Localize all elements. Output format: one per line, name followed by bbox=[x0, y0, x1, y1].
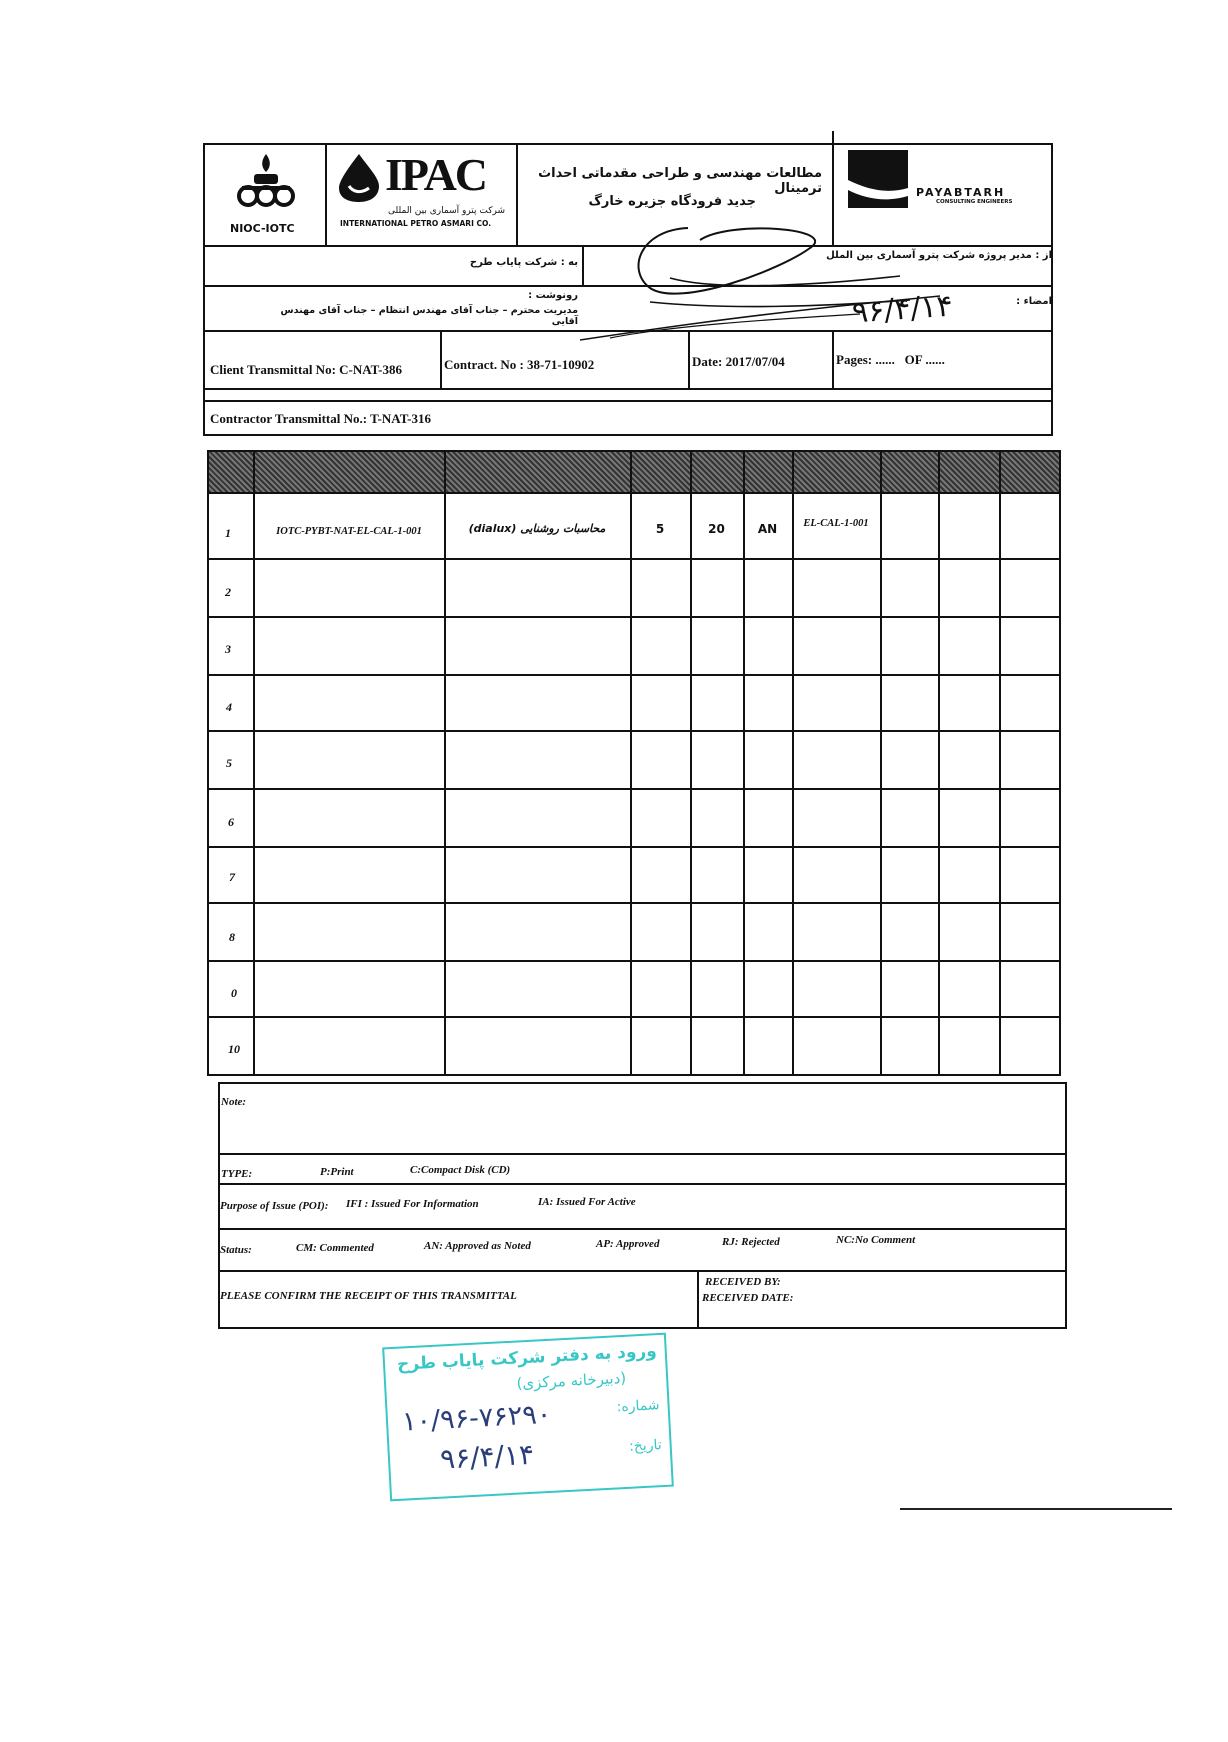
stamp-date-value: ۹۶/۴/۱۴ bbox=[439, 1437, 535, 1476]
stamp-line2: (دبیرخانه مرکزی) bbox=[516, 1368, 627, 1393]
table-row-line bbox=[207, 846, 1061, 848]
table-rev: 5 bbox=[655, 522, 665, 536]
table-row-line bbox=[207, 960, 1061, 962]
status-nc: NC:No Comment bbox=[836, 1234, 916, 1246]
table-header-band bbox=[209, 452, 1059, 492]
table-col-line bbox=[880, 450, 882, 1076]
table-col-line bbox=[444, 450, 446, 1076]
nioc-label: NIOC-IOTC bbox=[230, 222, 295, 235]
poi-ifi: IFI : Issued For Information bbox=[346, 1198, 479, 1210]
table-row-no: 7 bbox=[229, 870, 235, 884]
type-cd: C:Compact Disk (CD) bbox=[410, 1164, 511, 1176]
cc-label: رونوشت : bbox=[528, 290, 578, 301]
received-by: RECEIVED BY: bbox=[705, 1276, 781, 1288]
project-title-line1: مطالعات مهندسی و طراحی مقدماتی احداث ترمینال bbox=[538, 166, 822, 196]
scan-mark bbox=[900, 1508, 1172, 1510]
client-transmittal: Client Transmittal No: C-NAT-386 bbox=[210, 362, 402, 377]
footer-divider bbox=[697, 1270, 699, 1329]
poi-ia: IA: Issued For Active bbox=[538, 1196, 636, 1208]
status-label: Status: bbox=[220, 1244, 252, 1256]
type-print: P:Print bbox=[320, 1166, 354, 1178]
meta-divider bbox=[440, 330, 442, 388]
table-header-line bbox=[207, 492, 1061, 494]
header-divider bbox=[516, 143, 518, 247]
status-ap: AP: Approved bbox=[596, 1238, 660, 1250]
ipac-name-fa: شرکت پترو آسماری بین المللی bbox=[388, 206, 505, 216]
project-title-line2: جدید فرودگاه جزیره خارگ bbox=[588, 194, 756, 209]
meta-top-line bbox=[203, 330, 1053, 332]
table-row-no: 1 bbox=[225, 526, 231, 540]
status-an: AN: Approved as Noted bbox=[424, 1240, 531, 1252]
nioc-flame-icon bbox=[236, 150, 296, 216]
payabtarh-name: PAYABTARH bbox=[916, 186, 1006, 199]
ipac-logo bbox=[335, 149, 505, 212]
stamp-number-label: شماره: bbox=[616, 1397, 660, 1416]
payabtarh-mark-icon bbox=[848, 150, 908, 208]
table-row-no: 3 bbox=[225, 642, 231, 656]
table-row-line bbox=[207, 616, 1061, 618]
table-row-no: 0 bbox=[231, 986, 237, 1000]
document-table bbox=[207, 450, 1061, 1076]
table-row-line bbox=[207, 788, 1061, 790]
table-row-line bbox=[207, 1016, 1061, 1018]
pages-count: Pages: ...... OF ...... bbox=[836, 352, 945, 367]
table-row-no: 8 bbox=[229, 930, 235, 944]
table-row-no: 2 bbox=[225, 585, 231, 599]
ipac-wordmark: IPAC bbox=[385, 149, 487, 200]
type-label: TYPE: bbox=[221, 1168, 253, 1180]
table-col-line bbox=[690, 450, 692, 1076]
table-status: AN bbox=[757, 522, 778, 536]
stamp-line1: ورود به دفتر شرکت پایاب طرح bbox=[396, 1341, 658, 1375]
table-row-no: 6 bbox=[228, 815, 234, 829]
table-pages: 20 bbox=[708, 522, 725, 536]
contract-no: Contract. No : 38-71-10902 bbox=[444, 357, 595, 372]
table-row-line bbox=[207, 902, 1061, 904]
table-doc-no: IOTC-PYBT-NAT-EL-CAL-1-001 bbox=[276, 526, 422, 537]
received-date: RECEIVED DATE: bbox=[702, 1292, 794, 1304]
stamp-date-label: تاریخ: bbox=[628, 1437, 663, 1455]
meta-divider bbox=[832, 330, 834, 388]
table-row-no: 5 bbox=[226, 756, 232, 770]
footer-line bbox=[218, 1270, 1067, 1272]
nioc-logo bbox=[236, 150, 296, 216]
stamp-number-value: ۱۰/۹۶-۷۶۲۹۰ bbox=[401, 1398, 553, 1438]
footer-line bbox=[218, 1183, 1067, 1185]
transmittal-date: Date: 2017/07/04 bbox=[692, 354, 785, 369]
table-doc-title: محاسبات روشنایی (dialux) bbox=[468, 522, 606, 535]
table-row-line bbox=[207, 674, 1061, 676]
table-col-line bbox=[743, 450, 745, 1076]
cc-value: مدیریت محترم – جناب آقای مهندس انتظام – جناب آقای مهندس آقایی bbox=[280, 305, 578, 327]
table-col-line bbox=[792, 450, 794, 1076]
ipac-name-en: INTERNATIONAL PETRO ASMARI CO. bbox=[340, 219, 492, 228]
table-row-no: 4 bbox=[226, 700, 232, 714]
payabtarh-logo bbox=[848, 150, 908, 208]
table-row-no: 10 bbox=[228, 1042, 240, 1056]
ipac-drop-icon bbox=[335, 152, 385, 204]
contractor-transmittal: Contractor Transmittal No.: T-NAT-316 bbox=[210, 411, 431, 426]
handwritten-signature bbox=[580, 210, 1040, 370]
table-col-line bbox=[938, 450, 940, 1076]
table-col-line bbox=[253, 450, 255, 1076]
table-col-line bbox=[999, 450, 1001, 1076]
table-ref: EL-CAL-1-001 bbox=[803, 518, 869, 529]
payabtarh-sub: CONSULTING ENGINEERS bbox=[936, 199, 1013, 205]
meta-divider bbox=[688, 330, 690, 388]
note-label: Note: bbox=[221, 1096, 247, 1108]
status-rj: RJ: Rejected bbox=[722, 1236, 780, 1248]
status-cm: CM: Commented bbox=[296, 1242, 374, 1254]
signature-label: امضاء : bbox=[1016, 296, 1052, 307]
footer-line bbox=[218, 1153, 1067, 1155]
handwritten-date: ۹۶/۴/۱۴ bbox=[850, 288, 954, 331]
confirm-receipt: PLEASE CONFIRM THE RECEIPT OF THIS TRANSMITTAL bbox=[220, 1290, 517, 1302]
receipt-stamp bbox=[382, 1333, 674, 1502]
to-field: به : شرکت پایاب طرح bbox=[469, 257, 578, 268]
footer-line bbox=[218, 1228, 1067, 1230]
table-col-line bbox=[630, 450, 632, 1076]
from-field: از : مدیر پروژه شرکت پترو آسماری بین الملل bbox=[826, 250, 1052, 261]
poi-label: Purpose of Issue (POI): bbox=[220, 1200, 329, 1212]
header-divider bbox=[325, 143, 327, 247]
table-row-line bbox=[207, 730, 1061, 732]
table-row-line bbox=[207, 558, 1061, 560]
